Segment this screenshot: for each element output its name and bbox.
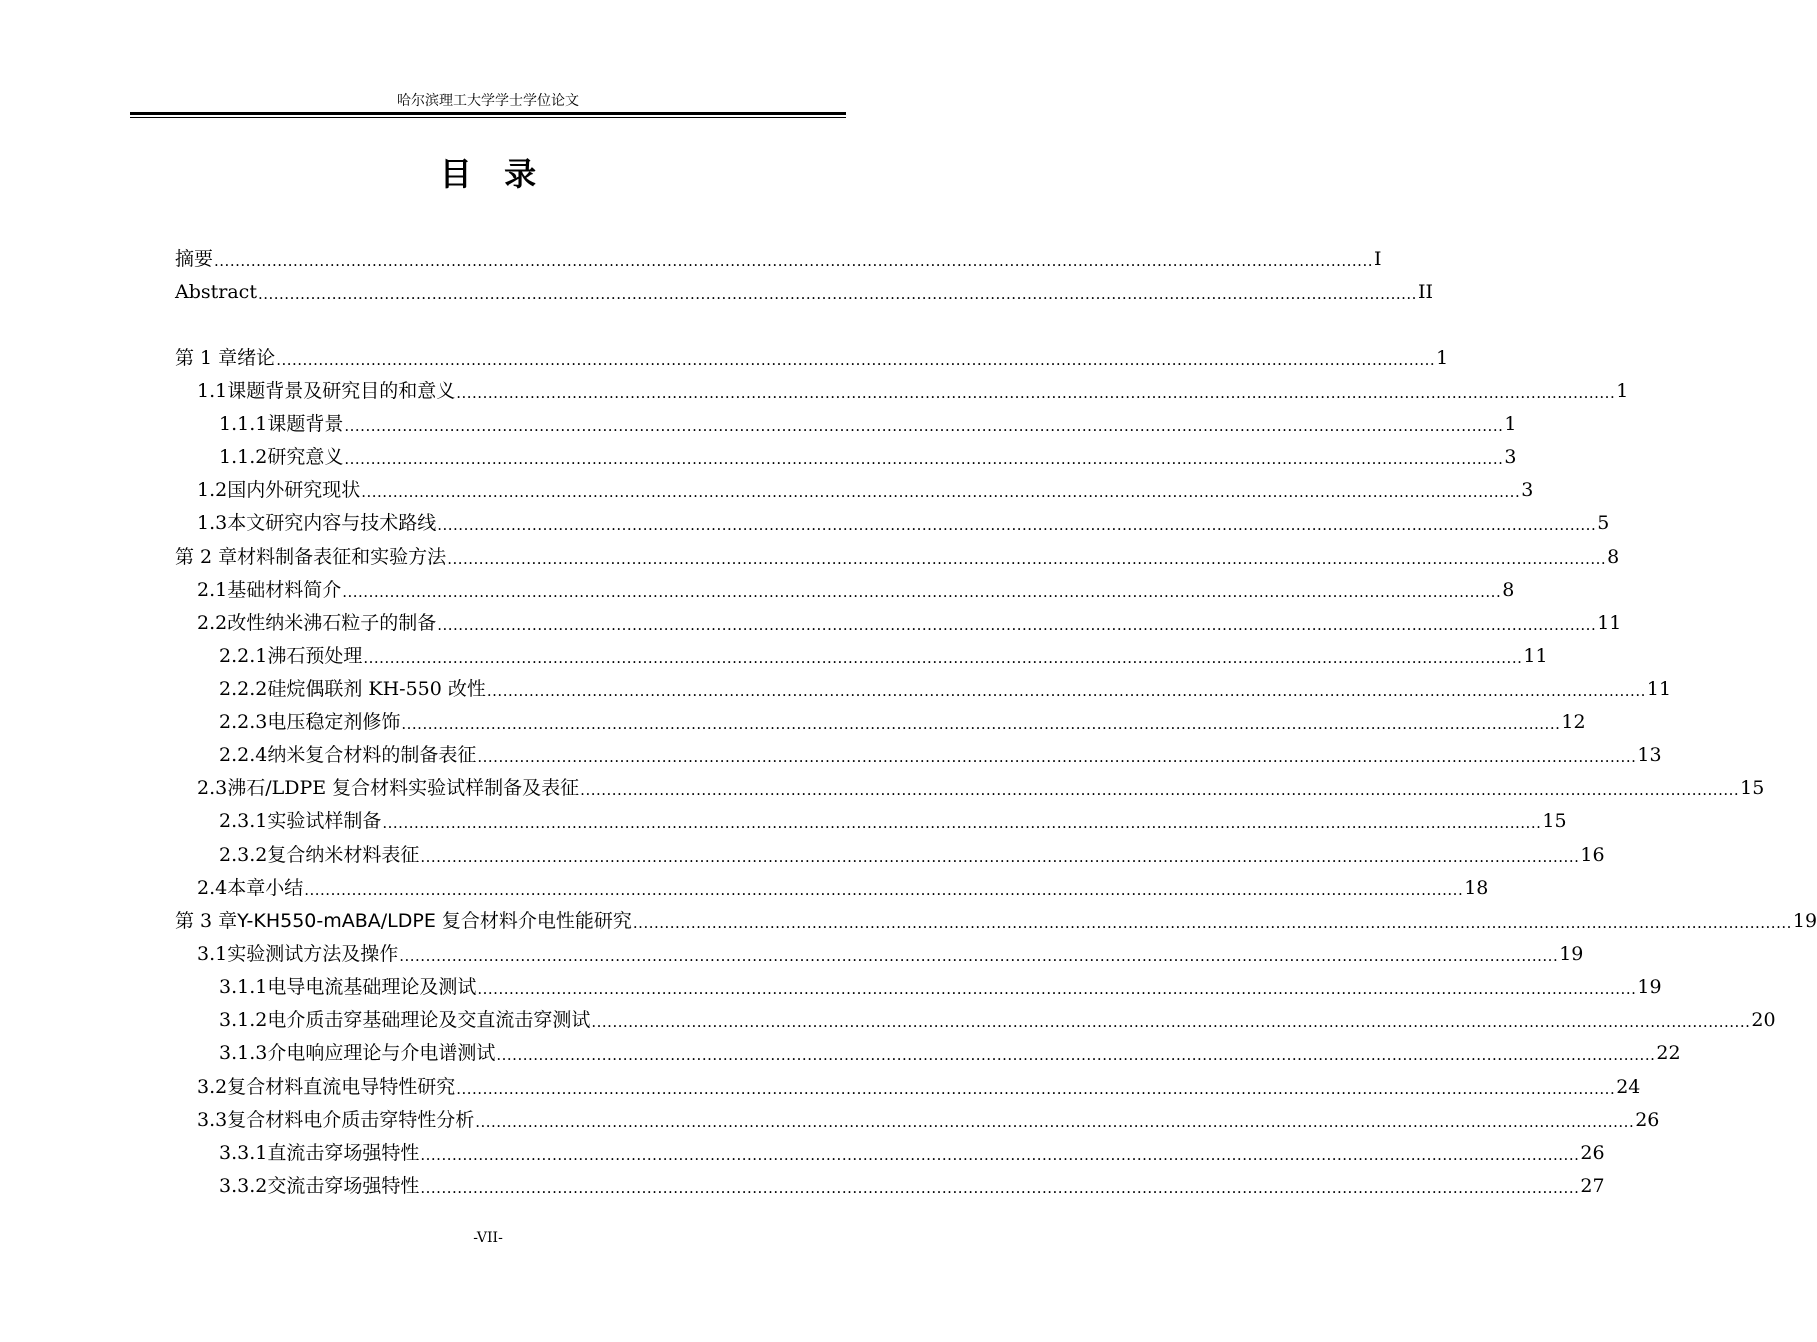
toc-entry-number: 2.3: [197, 777, 228, 799]
toc-entry-label: 沸石/LDPE 复合材料实验试样制备及表征: [227, 777, 580, 799]
page-title: 目 录: [439, 155, 537, 193]
toc-leader-dots: ............................................................................................................................................................................................................................: [456, 384, 1616, 402]
toc-entry[interactable]: [219, 444, 1517, 470]
toc-entry[interactable]: [175, 345, 1449, 371]
toc-entry[interactable]: [219, 643, 1548, 669]
toc-entry-number: 第 1 章: [175, 347, 238, 369]
toc-entry-label: 介电响应理论与介电谱测试: [267, 1042, 496, 1064]
toc-entry-number: 3.3.2: [219, 1175, 268, 1197]
toc-entry-label: 电导电流基础理论及测试: [267, 976, 477, 998]
toc-leader-dots: ............................................................................................................................................................................................................................: [475, 1113, 1635, 1131]
toc-entry-number: 1.2: [197, 479, 228, 501]
toc-leader-dots: ............................................................................................................................................................................................................................: [580, 781, 1740, 799]
toc-entry-label: 改性纳米沸石粒子的制备: [227, 612, 437, 634]
toc-entry-number: 第 3 章: [175, 910, 238, 932]
running-header: 哈尔滨理工大学学士学位论文: [397, 93, 579, 109]
toc-entry-page: I: [1374, 248, 1382, 270]
toc-leader-dots: ............................................................................................................................................................................................................................: [382, 814, 1542, 832]
toc-entry[interactable]: [219, 1007, 1776, 1033]
toc-entry-label: 电压稳定剂修饰: [267, 711, 401, 733]
toc-entry[interactable]: [197, 775, 1765, 801]
toc-entry-label: 摘要: [175, 248, 214, 270]
toc-entry-label: 本文研究内容与技术路线: [227, 512, 437, 534]
toc-entry-page: 1: [1436, 347, 1449, 369]
toc-entry-page: 19: [1559, 943, 1584, 965]
toc-entry[interactable]: [219, 1040, 1681, 1066]
toc-entry-page: 8: [1502, 579, 1515, 601]
toc-entry-label: 绪论: [237, 347, 276, 369]
toc-entry-label: 电介质击穿基础理论及交直流击穿测试: [267, 1009, 591, 1031]
toc-entry-number: 2.2.1: [219, 645, 268, 667]
toc-entry-label: 课题背景: [267, 413, 344, 435]
toc-entry-number: 2.2.3: [219, 711, 268, 733]
toc-entry-number: 2.3.2: [219, 844, 268, 866]
toc-entry[interactable]: [197, 378, 1629, 404]
toc-leader-dots: ............................................................................................................................................................................................................................: [486, 682, 1646, 700]
toc-entry-label: 材料制备表征和实验方法: [237, 546, 447, 568]
toc-entry-label: 纳米复合材料的制备表征: [267, 744, 477, 766]
toc-entry-page: 8: [1607, 546, 1620, 568]
toc-entry-page: 26: [1635, 1109, 1660, 1131]
toc-entry-label: 本章小结: [227, 877, 304, 899]
toc-entry-page: 5: [1597, 512, 1610, 534]
toc-leader-dots: ............................................................................................................................................................................................................................: [420, 1146, 1580, 1164]
toc-entry-page: 24: [1616, 1076, 1641, 1098]
toc-entry-number: 3.3.1: [219, 1142, 268, 1164]
toc-entry-page: II: [1417, 281, 1433, 303]
toc-entry-page: 19: [1637, 976, 1662, 998]
toc-leader-dots: ............................................................................................................................................................................................................................: [420, 848, 1580, 866]
toc-leader-dots: ............................................................................................................................................................................................................................: [401, 715, 1561, 733]
toc-entry[interactable]: [197, 1107, 1660, 1133]
toc-entry-number: 3.1.3: [219, 1042, 268, 1064]
toc-leader-dots: ............................................................................................................................................................................................................................: [399, 947, 1559, 965]
toc-entry-label: 实验测试方法及操作: [227, 943, 399, 965]
toc-entry[interactable]: [219, 1140, 1605, 1166]
toc-leader-dots: ............................................................................................................................................................................................................................: [361, 483, 1521, 501]
toc-entry-page: 3: [1504, 446, 1517, 468]
toc-leader-dots: ............................................................................................................................................................................................................................: [496, 1046, 1656, 1064]
toc-entry[interactable]: [219, 742, 1662, 768]
page-number: -VII-: [473, 1230, 503, 1246]
toc-entry-number: 1.1.1: [219, 413, 268, 435]
toc-entry-number: 2.2: [197, 612, 228, 634]
toc-entry[interactable]: [219, 411, 1517, 437]
toc-entry[interactable]: [197, 941, 1584, 967]
toc-entry-label: Y-KH550-mABA/LDPE 复合材料介电性能研究: [237, 910, 632, 932]
toc-entry-label: 复合材料电介质击穿特性分析: [227, 1109, 475, 1131]
toc-entry-number: 2.2.4: [219, 744, 268, 766]
toc-leader-dots: ............................................................................................................................................................................................................................: [447, 550, 1607, 568]
toc-leader-dots: ............................................................................................................................................................................................................................: [344, 417, 1504, 435]
toc-entry-number: 2.2.2: [219, 678, 268, 700]
toc-entry-page: 11: [1597, 612, 1622, 634]
toc-entry-label: 国内外研究现状: [227, 479, 361, 501]
toc-entry-label: 课题背景及研究目的和意义: [227, 380, 456, 402]
toc-entry[interactable]: [197, 477, 1534, 503]
toc-leader-dots: ............................................................................................................................................................................................................................: [477, 980, 1637, 998]
toc-entry-label: 实验试样制备: [267, 810, 382, 832]
toc-leader-dots: ............................................................................................................................................................................................................................: [257, 285, 1417, 303]
toc-entry[interactable]: [219, 676, 1672, 702]
toc-entry[interactable]: [175, 908, 1817, 934]
toc-leader-dots: ............................................................................................................................................................................................................................: [477, 748, 1637, 766]
toc-entry[interactable]: [219, 842, 1605, 868]
toc-entry-page: 11: [1646, 678, 1672, 700]
toc-leader-dots: ............................................................................................................................................................................................................................: [420, 1179, 1580, 1197]
toc-entry-label: 沸石预处理: [267, 645, 363, 667]
toc-entry-label: 硅烷偶联剂 KH-550 改性: [267, 678, 486, 700]
toc-entry[interactable]: [219, 1173, 1605, 1199]
toc-entry-number: 3.1.1: [219, 976, 268, 998]
toc-entry-label: 复合纳米材料表征: [267, 844, 420, 866]
toc-entry-page: 26: [1580, 1142, 1605, 1164]
toc-entry-number: 1.3: [197, 512, 228, 534]
toc-entry[interactable]: [219, 808, 1567, 834]
toc-entry[interactable]: [197, 610, 1622, 636]
toc-entry-page: 15: [1740, 777, 1765, 799]
toc-entry-page: 20: [1751, 1009, 1776, 1031]
toc-leader-dots: ............................................................................................................................................................................................................................: [437, 616, 1597, 634]
toc-entry-page: 15: [1542, 810, 1567, 832]
toc-entry[interactable]: [197, 577, 1515, 603]
toc-entry-number: 1.1: [197, 380, 228, 402]
toc-entry[interactable]: [219, 974, 1662, 1000]
toc-entry-number: 3.2: [197, 1076, 228, 1098]
toc-leader-dots: ............................................................................................................................................................................................................................: [214, 252, 1373, 270]
toc-entry-label: 研究意义: [267, 446, 344, 468]
toc-entry-page: 3: [1521, 479, 1534, 501]
toc-entry-number: 2.3.1: [219, 810, 268, 832]
toc-entry-number: 2.1: [197, 579, 228, 601]
toc-entry-page: 27: [1580, 1175, 1605, 1197]
toc-leader-dots: ............................................................................................................................................................................................................................: [437, 516, 1597, 534]
toc-entry[interactable]: [175, 544, 1620, 570]
toc-entry-page: 1: [1504, 413, 1517, 435]
toc-entry-page: 11: [1523, 645, 1548, 667]
toc-entry-label: 直流击穿场强特性: [267, 1142, 420, 1164]
toc-entry-number: 3.1.2: [219, 1009, 268, 1031]
toc-entry-label: 交流击穿场强特性: [267, 1175, 420, 1197]
toc-leader-dots: ............................................................................................................................................................................................................................: [342, 583, 1502, 601]
toc-entry-page: 16: [1580, 844, 1605, 866]
toc-entry-label: 复合材料直流电导特性研究: [227, 1076, 456, 1098]
toc-entry-page: 19: [1792, 910, 1817, 932]
toc-entry-page: 13: [1637, 744, 1662, 766]
toc-leader-dots: ............................................................................................................................................................................................................................: [276, 351, 1436, 369]
toc-leader-dots: ............................................................................................................................................................................................................................: [363, 649, 1523, 667]
toc-entry-page: 1: [1616, 380, 1629, 402]
toc-entry-number: 第 2 章: [175, 546, 238, 568]
toc-entry[interactable]: [197, 1074, 1641, 1100]
toc-entry-number: 2.4: [197, 877, 228, 899]
toc-entry-number: 3.1: [197, 943, 228, 965]
toc-leader-dots: ............................................................................................................................................................................................................................: [304, 881, 1464, 899]
toc-entry-page: 18: [1464, 877, 1489, 899]
toc-leader-dots: ............................................................................................................................................................................................................................: [456, 1080, 1616, 1098]
toc-leader-dots: ............................................................................................................................................................................................................................: [632, 914, 1792, 932]
toc-entry[interactable]: [197, 510, 1610, 536]
toc-entry[interactable]: [175, 279, 1433, 305]
toc-entry-page: 12: [1561, 711, 1586, 733]
toc-entry-label: Abstract: [175, 281, 257, 303]
toc-entry-label: 基础材料简介: [227, 579, 342, 601]
toc-entry-number: 3.3: [197, 1109, 228, 1131]
toc-leader-dots: ............................................................................................................................................................................................................................: [344, 450, 1504, 468]
toc-entry[interactable]: [197, 875, 1489, 901]
toc-entry-page: 22: [1656, 1042, 1681, 1064]
toc-entry[interactable]: [175, 246, 1382, 272]
toc-leader-dots: ............................................................................................................................................................................................................................: [591, 1013, 1751, 1031]
toc-entry[interactable]: [219, 709, 1586, 735]
toc-entry-number: 1.1.2: [219, 446, 268, 468]
